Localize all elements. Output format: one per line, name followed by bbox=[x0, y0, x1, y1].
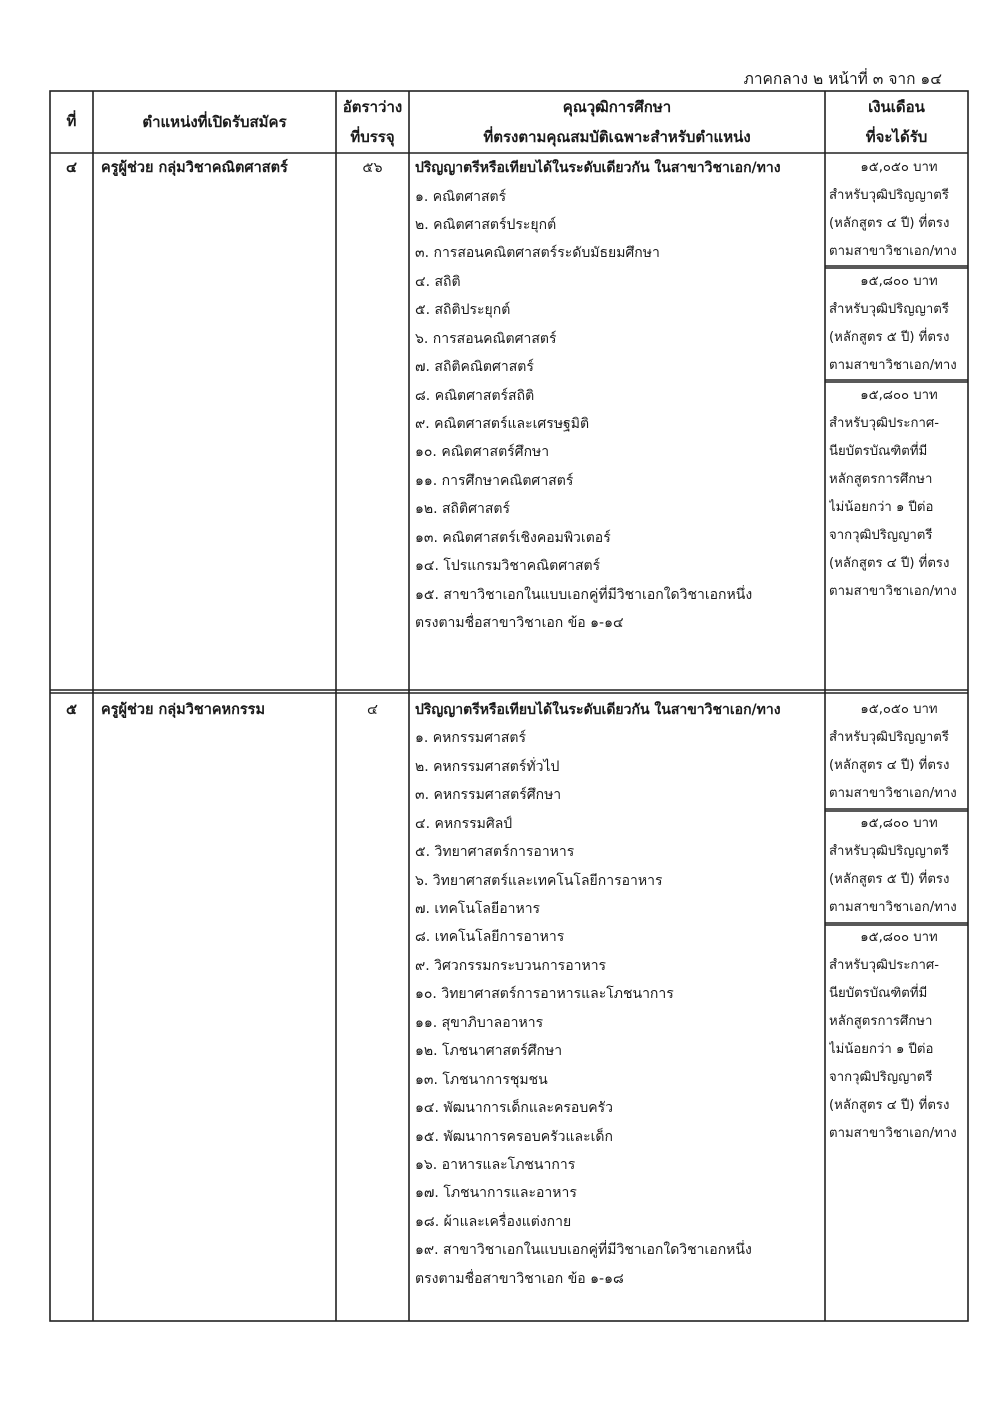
qualification-item: ๔. สถิติ bbox=[415, 274, 461, 290]
salary-condition: หลักสูตรการศึกษา bbox=[829, 472, 933, 487]
salary-condition: นียบัตรบัณฑิตที่มี bbox=[829, 444, 928, 459]
salary-condition: นียบัตรบัณฑิตที่มี bbox=[829, 986, 928, 1001]
qualification-item: ๑. คหกรรมศาสตร์ bbox=[415, 730, 527, 746]
qualification-item: ๑. คณิตศาสตร์ bbox=[415, 189, 507, 205]
qualification-item: ๑๑. สุขาภิบาลอาหาร bbox=[415, 1015, 544, 1031]
salary-amount: ๑๕,๐๕๐ บาท bbox=[860, 160, 938, 175]
qualification-item: ๑๑. การศึกษาคณิตศาสตร์ bbox=[415, 473, 574, 489]
qualification-item: ๖. การสอนคณิตศาสตร์ bbox=[415, 331, 557, 347]
salary-condition: ไม่น้อยกว่า ๑ ปีต่อ bbox=[829, 500, 934, 515]
qualification-item: ๒. คหกรรมศาสตร์ทั่วไป bbox=[415, 759, 560, 775]
qualification-item: ๙. คณิตศาสตร์และเศรษฐมิติ bbox=[415, 416, 590, 432]
qualification-item: ตรงตามชื่อสาขาวิชาเอก ข้อ ๑-๑๘ bbox=[415, 1271, 624, 1287]
salary-condition: ตามสาขาวิชาเอก/ทาง bbox=[829, 900, 957, 915]
salary-condition: จากวุฒิปริญญาตรี bbox=[829, 1070, 933, 1085]
qualification-item: ๑๐. คณิตศาสตร์ศึกษา bbox=[415, 444, 550, 460]
salary-condition: (หลักสูตร ๕ ปี) ที่ตรง bbox=[829, 872, 950, 887]
page-number-header: ภาคกลาง ๒ หน้าที่ ๓ จาก ๑๔ bbox=[743, 70, 942, 88]
position-name: ครูผู้ช่วย กลุ่มวิชาคณิตศาสตร์ bbox=[101, 160, 288, 176]
qualification-item: ๑๓. คณิตศาสตร์เชิงคอมพิวเตอร์ bbox=[415, 530, 611, 546]
header-salary-line1: เงินเดือน bbox=[868, 98, 925, 116]
qualification-item: ๑๐. วิทยาศาสตร์การอาหารและโภชนาการ bbox=[415, 986, 674, 1002]
salary-amount: ๑๕,๐๕๐ บาท bbox=[860, 702, 938, 717]
salary-condition: ตามสาขาวิชาเอก/ทาง bbox=[829, 1126, 957, 1141]
salary-condition: (หลักสูตร ๔ ปี) ที่ตรง bbox=[829, 758, 950, 773]
header-vacancies-line1: อัตราว่าง bbox=[342, 98, 403, 116]
salary-condition: ตามสาขาวิชาเอก/ทาง bbox=[829, 244, 957, 259]
qualification-item: ๘. เทคโนโลยีการอาหาร bbox=[415, 929, 565, 945]
salary-condition: สำหรับวุฒิปริญญาตรี bbox=[829, 188, 949, 203]
qualification-item: ๑๙. สาขาวิชาเอกในแบบเอกคู่ที่มีวิชาเอกใดวิชาเอกหนึ่ง bbox=[415, 1242, 752, 1258]
qualification-item: ๕. สถิติประยุกต์ bbox=[415, 302, 511, 318]
salary-block bbox=[829, 158, 969, 262]
salary-condition: หลักสูตรการศึกษา bbox=[829, 1014, 933, 1029]
salary-condition: (หลักสูตร ๕ ปี) ที่ตรง bbox=[829, 330, 950, 345]
qualification-item: ๑๕. พัฒนาการครอบครัวและเด็ก bbox=[415, 1129, 613, 1145]
salary-block bbox=[829, 700, 969, 804]
position-name: ครูผู้ช่วย กลุ่มวิชาคหกรรม bbox=[101, 702, 266, 718]
salary-block bbox=[829, 928, 969, 1144]
qualification-item: ๑๗. โภชนาการและอาหาร bbox=[415, 1185, 577, 1201]
salary-block bbox=[829, 814, 969, 918]
qualification-item: ๓. การสอนคณิตศาสตร์ระดับมัธยมศึกษา bbox=[415, 245, 660, 261]
qualification-item: ๓. คหกรรมศาสตร์ศึกษา bbox=[415, 787, 562, 803]
qualification-item: ๖. วิทยาศาสตร์และเทคโนโลยีการอาหาร bbox=[415, 873, 663, 889]
qualification-heading: ปริญญาตรีหรือเทียบได้ในระดับเดียวกัน ในสาขาวิชาเอก/ทาง bbox=[415, 160, 781, 176]
qualification-item: ๗. สถิติคณิตศาสตร์ bbox=[415, 359, 534, 375]
salary-condition: สำหรับวุฒิประกาศ- bbox=[829, 958, 939, 973]
salary-condition: (หลักสูตร ๔ ปี) ที่ตรง bbox=[829, 1098, 950, 1113]
qualification-item: ๑๓. โภชนาการชุมชน bbox=[415, 1072, 548, 1088]
header-vacancies-line2: ที่บรรจุ bbox=[350, 128, 395, 146]
salary-condition: ตามสาขาวิชาเอก/ทาง bbox=[829, 786, 957, 801]
salary-amount: ๑๕,๘๐๐ บาท bbox=[860, 274, 938, 289]
salary-condition: ตามสาขาวิชาเอก/ทาง bbox=[829, 584, 957, 599]
salary-condition: ไม่น้อยกว่า ๑ ปีต่อ bbox=[829, 1042, 934, 1057]
qualification-item: ๑๔. โปรแกรมวิชาคณิตศาสตร์ bbox=[415, 558, 601, 574]
header-salary-line2: ที่จะได้รับ bbox=[865, 128, 928, 146]
header-qualification-line1: คุณวุฒิการศึกษา bbox=[562, 98, 672, 116]
qualification-item: ๒. คณิตศาสตร์ประยุกต์ bbox=[415, 217, 557, 233]
salary-condition: สำหรับวุฒิประกาศ- bbox=[829, 416, 939, 431]
salary-condition: ตามสาขาวิชาเอก/ทาง bbox=[829, 358, 957, 373]
qualification-item: ๑๘. ผ้าและเครื่องแต่งกาย bbox=[415, 1214, 572, 1230]
salary-condition: (หลักสูตร ๔ ปี) ที่ตรง bbox=[829, 216, 950, 231]
vacancy-count: ๔ bbox=[367, 702, 378, 718]
salary-condition: สำหรับวุฒิปริญญาตรี bbox=[829, 844, 949, 859]
qualification-heading: ปริญญาตรีหรือเทียบได้ในระดับเดียวกัน ในสาขาวิชาเอก/ทาง bbox=[415, 702, 781, 718]
row-number: ๕ bbox=[66, 702, 77, 718]
salary-condition: สำหรับวุฒิปริญญาตรี bbox=[829, 302, 949, 317]
header-qualification-line2: ที่ตรงตามคุณสมบัติเฉพาะสำหรับตำแหน่ง bbox=[483, 128, 751, 146]
salary-condition: จากวุฒิปริญญาตรี bbox=[829, 528, 933, 543]
qualification-item: ๑๖. อาหารและโภชนาการ bbox=[415, 1157, 576, 1173]
salary-amount: ๑๕,๘๐๐ บาท bbox=[860, 388, 938, 403]
salary-condition: สำหรับวุฒิปริญญาตรี bbox=[829, 730, 949, 745]
qualification-item: ๕. วิทยาศาสตร์การอาหาร bbox=[415, 844, 575, 860]
salary-block bbox=[829, 272, 969, 376]
qualification-item: ๑๒. โภชนาศาสตร์ศึกษา bbox=[415, 1043, 563, 1059]
qualification-item: ๑๒. สถิติศาสตร์ bbox=[415, 501, 511, 517]
salary-amount: ๑๕,๘๐๐ บาท bbox=[860, 816, 938, 831]
salary-amount: ๑๕,๘๐๐ บาท bbox=[860, 930, 938, 945]
salary-condition: (หลักสูตร ๔ ปี) ที่ตรง bbox=[829, 556, 950, 571]
row-number: ๔ bbox=[66, 160, 77, 176]
qualification-item: ๗. เทคโนโลยีอาหาร bbox=[415, 901, 541, 917]
header-position: ตำแหน่งที่เปิดรับสมัคร bbox=[142, 113, 287, 131]
qualification-item: ๑๕. สาขาวิชาเอกในแบบเอกคู่ที่มีวิชาเอกใดวิชาเอกหนึ่ง bbox=[415, 587, 753, 603]
qualification-item: ๙. วิศวกรรมกระบวนการอาหาร bbox=[415, 958, 607, 974]
qualification-item: ๔. คหกรรมศิลป์ bbox=[415, 816, 513, 832]
vacancy-count: ๕๖ bbox=[362, 160, 383, 176]
header-no: ที่ bbox=[66, 112, 77, 130]
salary-block bbox=[829, 386, 969, 602]
qualification-item: ตรงตามชื่อสาขาวิชาเอก ข้อ ๑-๑๔ bbox=[415, 615, 624, 631]
qualification-item: ๘. คณิตศาสตร์สถิติ bbox=[415, 388, 535, 404]
qualification-item: ๑๔. พัฒนาการเด็กและครอบครัว bbox=[415, 1100, 613, 1116]
